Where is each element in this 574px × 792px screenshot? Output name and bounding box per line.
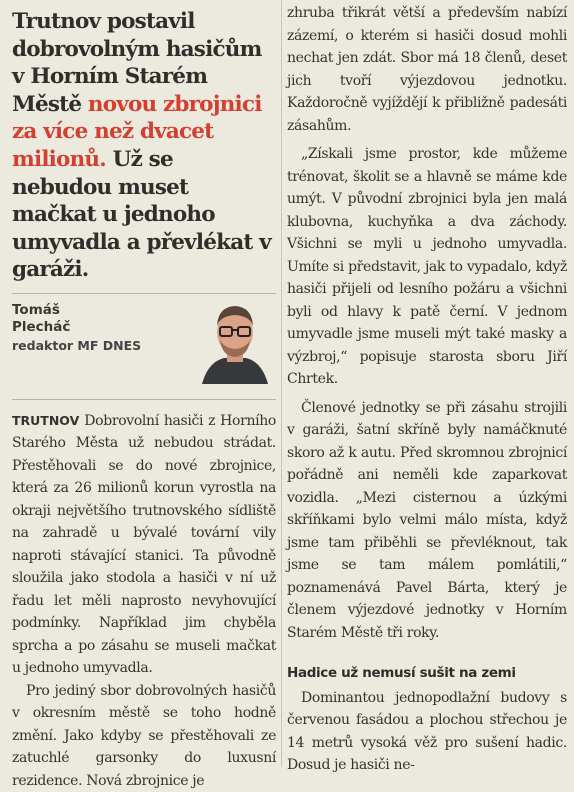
paragraph-5: Členové jednotky se při zásahu strojili v garáži, šatní skříně byly namáčknuté skoro až k autu. Před skromnou zbrojnicí pořádně ani neměli kde zaparkovat vozidla. „Mezi cisternou a úzkými skříňkami bylo velmi málo místa, když jsme tam přiběhli se převléknout, tak jsme se tam málem pomlátili,“ poznamenává Pavel Bárta, který je členem výjezdové jednotky v Horním Starém Městě tři roky. — [287, 399, 567, 641]
paragraph-1-text: Dobrovolní hasiči z Horního Starého Města už nebudou strádat. Přestěhovali se do nové zbrojnice, která za 26 milionů korun vyrostla na okraji největšího trutnovského sídliště na zahradě u bývalé tovární vily naproti stávající stanici. Ta původně sloužila jako stodola a hasiči v ní už řadu let měli naprosto nevyhovující podmínky. Například jim chyběla sprcha a po zásahu se museli mačkat u jednoho umyvadla. — [12, 412, 276, 677]
dateline: TRUTNOV — [12, 412, 80, 428]
headline-highlight: novou zbrojnici za více než dvacet milionů. — [12, 91, 262, 172]
paragraph-4: „Získali jsme prostor, kde můžeme trénovat, školit se a hlavně se máme kde umýt. V původní zbrojnici byla jen malá klubovna, kuchyňka a dva záchody. Všichni se myli u jednoho umyvadla. Umíte si představit, jak to vypadalo, když hasiči přijeli od lesního požáru a všichni byli od hlavy k patě černí. V jednom umyvadle jsme museli mýt také masky a výzbroj,“ popisuje starosta sboru Jiří Chrtek. — [287, 146, 567, 387]
author-name — [12, 302, 70, 336]
paragraph-2: Pro jediný sbor dobrovolných hasičů v okresním městě se toho hodně změní. Jako kdyby se přestěhovali ze zatuchlé garsonky do luxusní rezidence. Nová zbrojnice je — [12, 682, 276, 789]
author-byline — [12, 293, 276, 400]
headline-part1: Trutnov postavil dobrovolným hasičům v Horním Starém Městě — [12, 9, 262, 117]
author-role: redaktor MF DNES — [12, 337, 142, 353]
subheading: Hadice už nemusí sušit na zemi — [287, 665, 516, 681]
left-column — [12, 8, 276, 792]
column-divider — [281, 0, 282, 767]
paragraph-1 — [12, 410, 276, 680]
paragraph-3: zhruba třikrát větší a především nabízí zázemí, o kterém si hasiči dosud mohli nechat jen zdát. Sbor má 18 členů, deset jich tvoří výjezdovou jednotku. Každoročně vyjíždějí k přibližně padesáti zásahům. — [287, 5, 567, 134]
byline-rule — [12, 399, 276, 400]
article-left-text — [12, 410, 276, 792]
headline — [12, 8, 276, 284]
headline-part2: Už se nebudou muset mačkat u jednoho umyvadla a převlékat v garáži. — [12, 146, 271, 283]
author-last-name: Plecháč — [12, 318, 71, 335]
author-portrait — [200, 298, 270, 384]
right-column — [287, 2, 567, 777]
author-first-name: Tomáš — [12, 301, 60, 318]
paragraph-6: Dominantou jednopodlažní budovy s červenou fasádou a plochou střechou je 14 metrů vysoká věž pro sušení hadic. Dosud je hasiči ne- — [287, 689, 567, 773]
